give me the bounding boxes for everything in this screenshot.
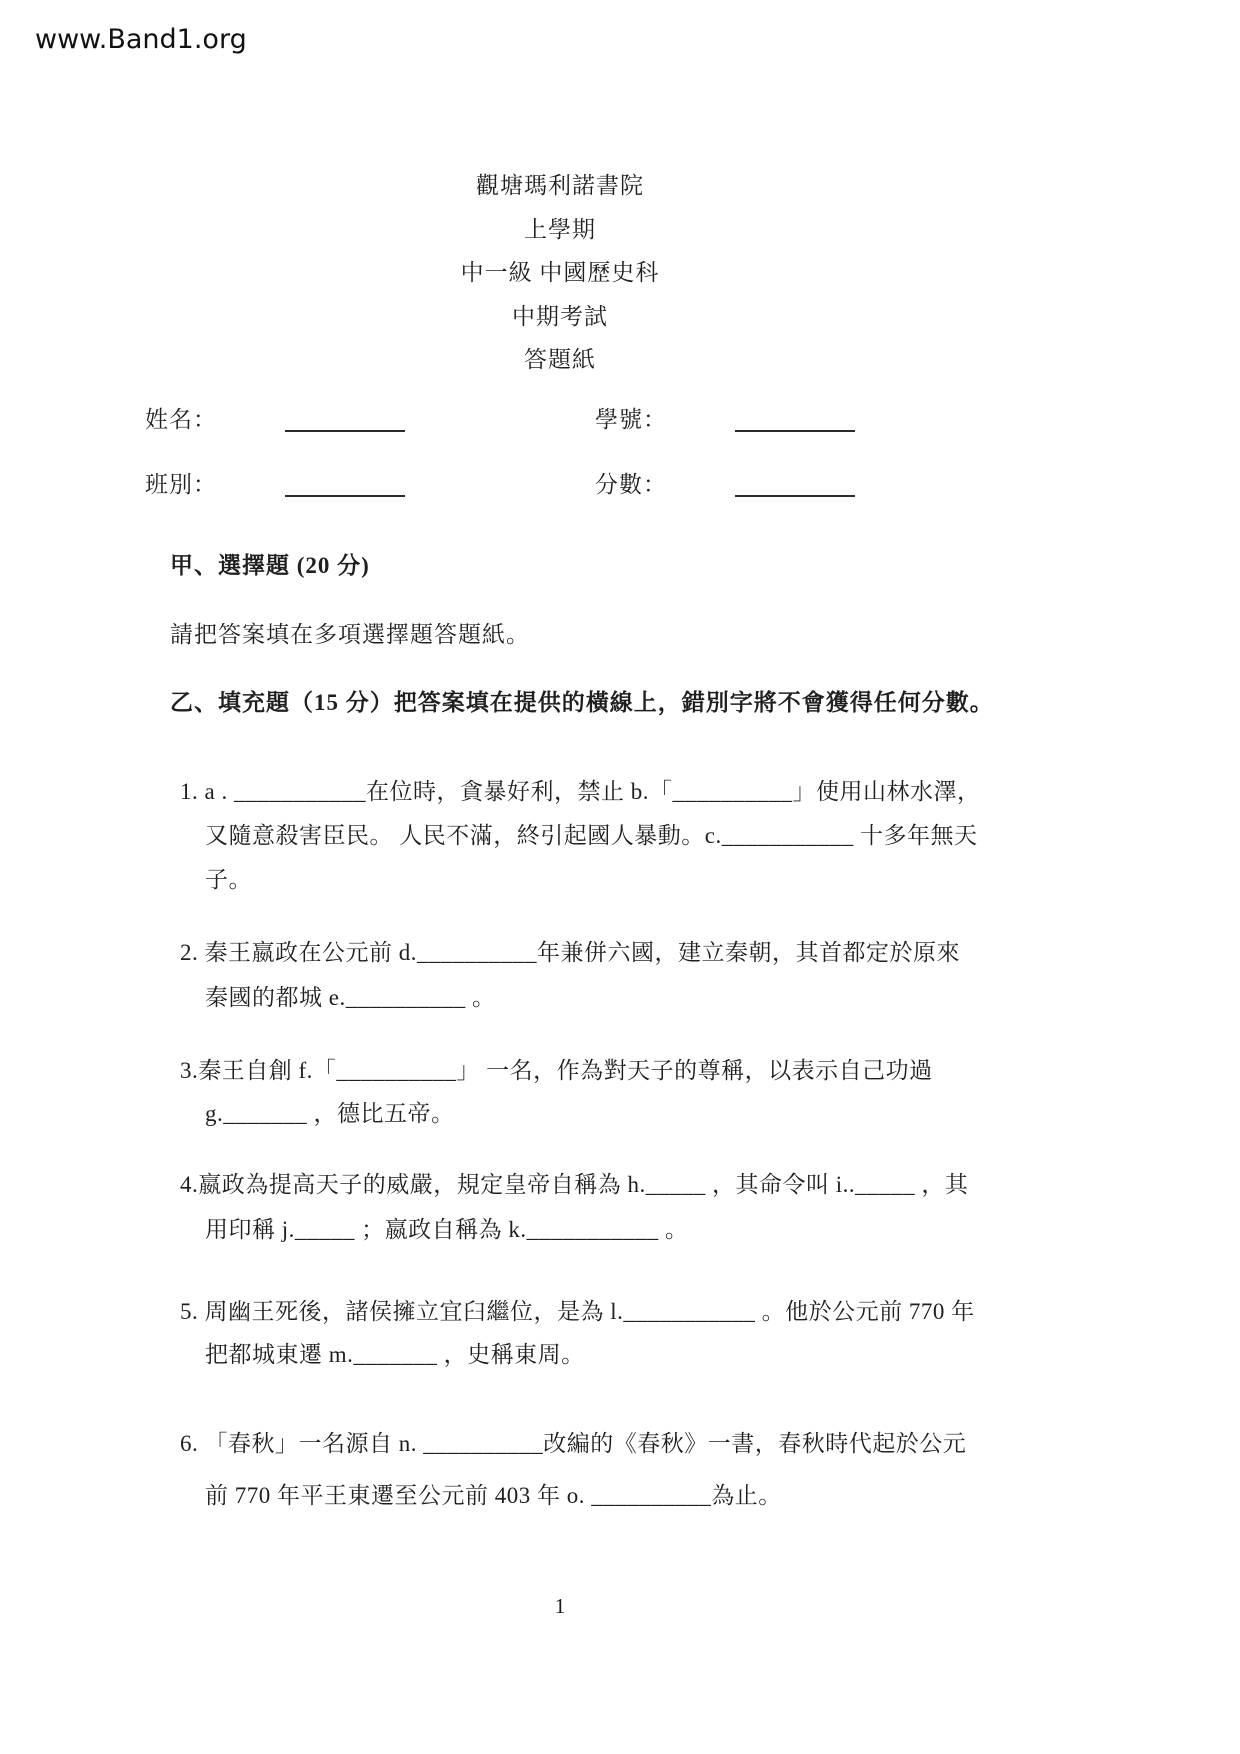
question-2-line-2: 秦國的都城 e.__________ 。: [205, 985, 496, 1010]
question-4: [180, 1162, 968, 1252]
question-5-line-1: 5. 周幽王死後，諸侯擁立宜臼繼位，是為 l.___________ 。他於公元前 770 年: [180, 1299, 975, 1324]
question-1-line-1: 1. a . ___________在位時，貪暴好利，禁止 b.「__________」使用山林水澤，: [180, 779, 981, 804]
question-6-line-1: 6. 「春秋」一名源自 n. __________改編的《春秋》一書，春秋時代起於公元: [180, 1431, 967, 1456]
question-4-line-1: 4.嬴政為提高天子的威嚴，規定皇帝自稱為 h._____ ，其命令叫 i.._____ ，其: [180, 1172, 969, 1197]
page-number: 1: [554, 1594, 566, 1618]
section-b-heading: 乙、填充題（15 分）把答案填在提供的橫線上，錯別字將不會獲得任何分數。: [170, 690, 994, 715]
score-blank-line: [735, 495, 855, 497]
name-blank-line: [285, 430, 405, 432]
question-1-line-3: 子。: [205, 867, 252, 892]
question-5: [180, 1290, 975, 1376]
question-1-line-2: 又隨意殺害臣民。 人民不滿，終引起國人暴動。c.___________ 十多年無天: [205, 823, 978, 848]
student-no-blank-line: [735, 430, 855, 432]
school-name: 觀塘瑪利諾書院: [476, 173, 644, 198]
class-label: 班別：: [145, 472, 217, 497]
section-a-instruction: 請把答案填在多項選擇題答題紙。: [170, 622, 530, 647]
paper-type-line: 答題紙: [524, 347, 596, 372]
question-3-line-2: g._______ ，德比五帝。: [205, 1101, 455, 1126]
class-blank-line: [285, 495, 405, 497]
section-a-heading: 甲、選擇題 (20 分): [170, 553, 370, 578]
term-line: 上學期: [524, 216, 596, 242]
exam-name-line: 中期考試: [512, 303, 608, 329]
question-1: [180, 770, 980, 902]
question-2: [180, 930, 960, 1020]
question-2-line-1: 2. 秦王嬴政在公元前 d.__________年兼併六國，建立秦朝，其首都定於原來: [180, 940, 960, 965]
score-label: 分數：: [595, 472, 667, 497]
question-5-line-2: 把都城東遷 m._______ ，史稱東周。: [205, 1342, 585, 1367]
student-no-label: 學號：: [595, 407, 667, 432]
watermark-url: www.Band1.org: [35, 24, 247, 55]
question-6-line-2: 前 770 年平王東遷至公元前 403 年 o. __________為止。: [205, 1483, 782, 1508]
grade-subject-line: 中一級 中國歷史科: [460, 260, 660, 285]
question-3: [180, 1049, 933, 1135]
question-6: [180, 1418, 966, 1522]
question-3-line-1: 3.秦王自創 f.「__________」 一名，作為對天子的尊稱，以表示自己功過: [180, 1058, 933, 1083]
title-block: [145, 164, 975, 382]
question-4-line-2: 用印稱 j._____ ；嬴政自稱為 k.___________ 。: [205, 1217, 689, 1242]
name-label: 姓名：: [145, 407, 217, 432]
